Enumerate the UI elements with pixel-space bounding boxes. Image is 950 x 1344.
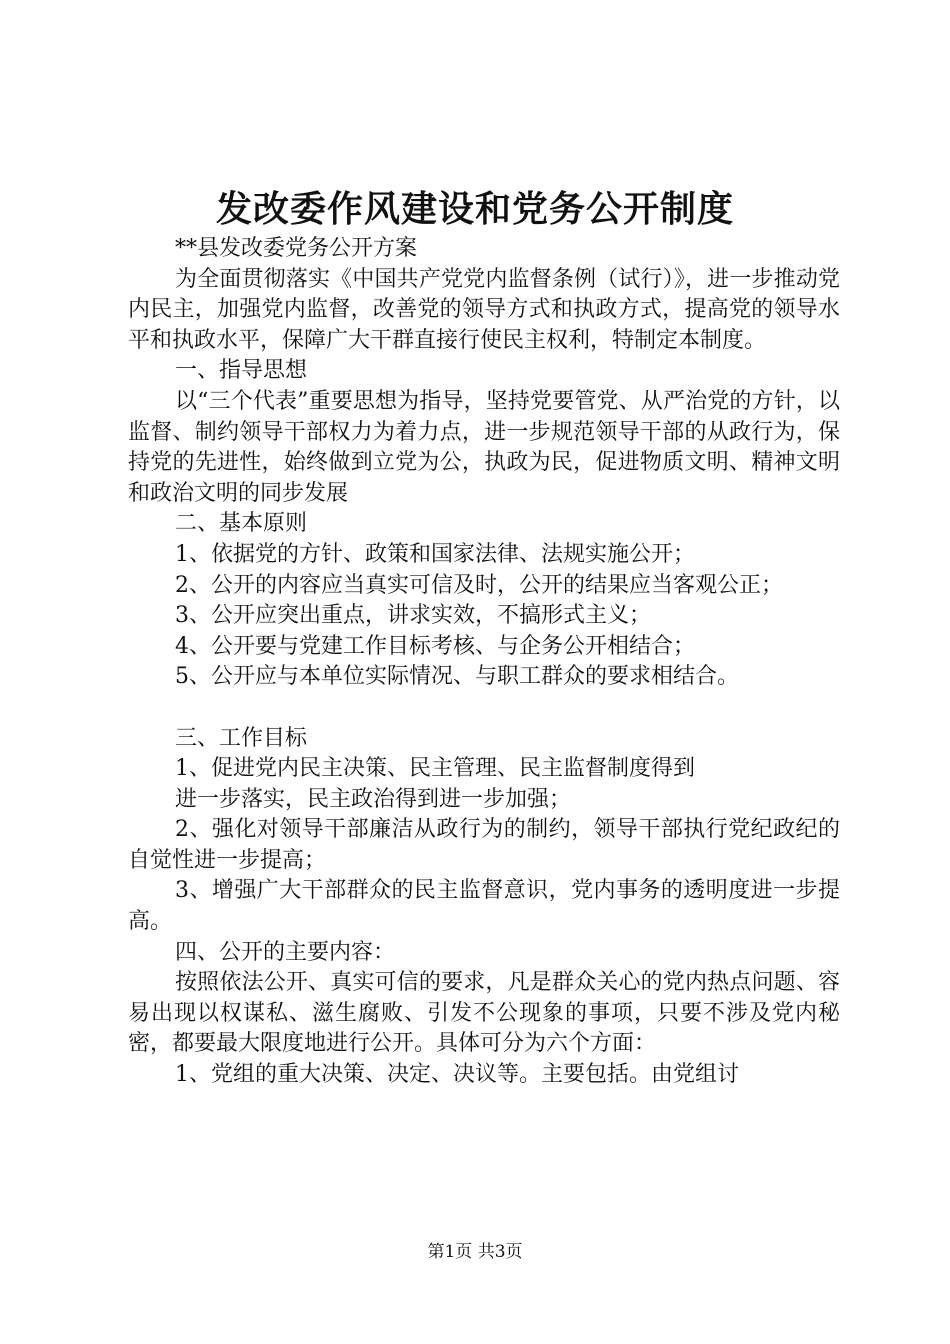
document-title: 发改委作风建设和党务公开制度	[215, 188, 734, 230]
section-heading-1: 一、指导思想	[175, 358, 308, 384]
paragraph-intro: 为全面贯彻落实《中国共产党党内监督条例（试行）》，进一步推动党内民主，加强党内监督，改善党的领导方式和执政方式，提高党的领导水平和执政水平，保障广大干群直接行使民主权利，特制定本制度。	[128, 266, 840, 353]
section-heading-2: 二、基本原则	[175, 511, 308, 537]
paragraph-main-content: 按照依法公开、真实可信的要求，凡是群众关心的党内热点问题、容易出现以权谋私、滋生腐败、引发不公现象的事项，只要不涉及党内秘密，都要最大限度地进行公开。具体可分为六个方面：	[128, 970, 840, 1057]
goal-item-3: 3、增强广大干部群众的民主监督意识，党内事务的透明度进一步提高。	[128, 878, 840, 935]
blank-line	[128, 693, 840, 724]
content-item-1: 1、党组的重大决策、决定、决议等。主要包括。由党组讨	[175, 1062, 739, 1088]
section-heading-4: 四、公开的主要内容：	[175, 939, 396, 965]
principle-item-2: 2、公开的内容应当真实可信及时，公开的结果应当客观公正；	[175, 572, 783, 598]
goal-item-2: 2、强化对领导干部廉洁从政行为的制约，领导干部执行党纪政纪的自觉性进一步提高；	[128, 817, 840, 873]
document-body	[128, 234, 840, 1091]
principle-item-1: 1、依据党的方针、政策和国家法律、法规实施公开；	[175, 541, 695, 567]
principle-item-4: 4、公开要与党建工作目标考核、与企务公开相结合；	[175, 633, 695, 659]
goal-item-1-continued: 进一步落实，民主政治得到进一步加强；	[175, 786, 572, 812]
section-heading-3: 三、工作目标	[175, 725, 308, 751]
paragraph-heading-plan: **县发改委党务公开方案	[175, 236, 418, 261]
principle-item-5: 5、公开应与本单位实际情况、与职工群众的要求相结合。	[175, 664, 739, 690]
principle-item-3: 3、公开应突出重点，讲求实效，不搞形式主义；	[175, 603, 651, 629]
page-footer: 第1页 共3页	[427, 1242, 523, 1262]
paragraph-guiding-thought: 以“三个代表”重要思想为指导，坚持党要管党、从严治党的方针，以监督、制约领导干部权力为着力点，进一步规范领导干部的从政行为，保持党的先进性，始终做到立党为公，执政为民，促进物质文明、精神文明和政治文明的同步发展	[128, 388, 840, 506]
goal-item-1: 1、促进党内民主决策、民主管理、民主监督制度得到	[175, 756, 695, 782]
